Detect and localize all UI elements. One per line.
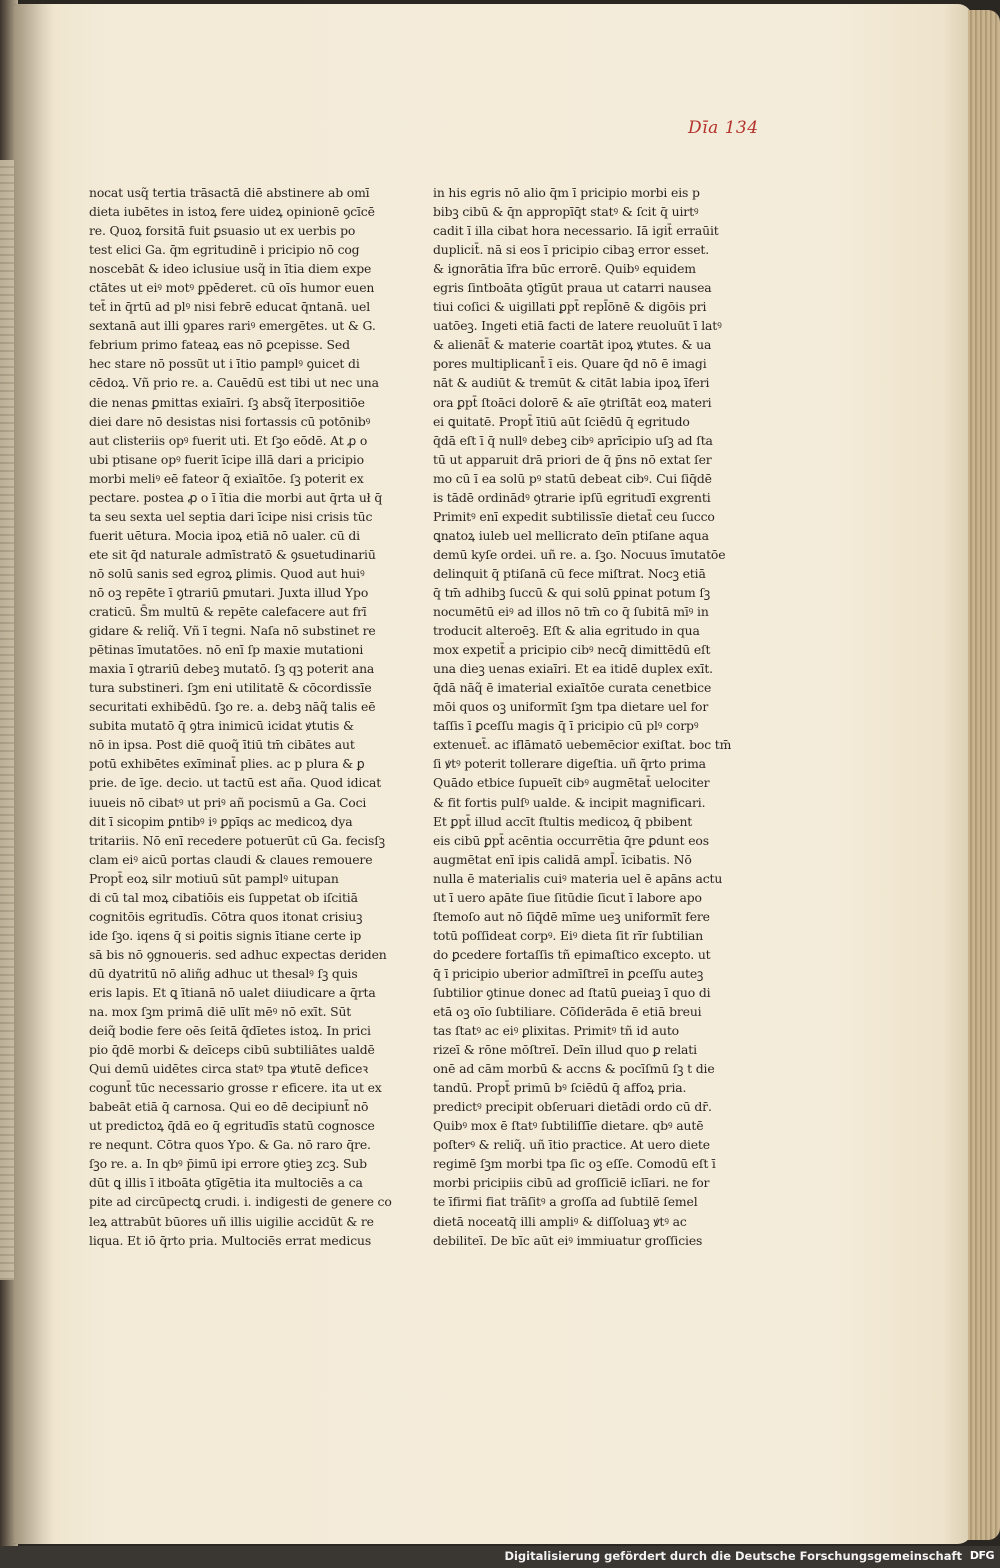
text-line: ete sit q̄d naturale admīstratō & ꝯsuetudinariū — [89, 546, 376, 562]
text-line: ta seu sexta uel septia dari īcipe nisi crisis tūc — [89, 508, 373, 524]
text-line: pores multiplicant̄ ī eis. Quare q̄d nō ē imagi — [433, 356, 707, 372]
text-line: prie. de īge. decio. ut tactū est aña. Quod idicat — [89, 775, 382, 791]
text-line: nocat usq̃ tertia trāsactā diē abstinere ab omī — [89, 185, 370, 200]
text-line: egris ſintboāta ꝯtīgūt praua ut catarri nausea — [433, 280, 712, 296]
text-line: Quibꝰ mox ē ſtatꝰ ſubtiliſſīe dietare. qbꝰ autē — [433, 1118, 704, 1134]
text-line: nō in ipsa. Post diē quoq̃ ītiū tm̄ cibātes aut — [89, 737, 355, 753]
text-line: na. mox ſꝫm primā diē ulīt mēꝰ nō exīt. Sūt — [89, 1004, 352, 1020]
text-line: & ignorātia īfra būc errorē. Quibꝰ equidem — [433, 261, 696, 277]
text-line: debiliteī. De bīc aūt eiꝰ immiuatur groſſicies — [433, 1232, 703, 1248]
text-line: ſubtilior ꝯtinue donec ad ſtatū ꝑueiaꝫ ī quo di — [433, 984, 711, 1000]
text-line: ꝗnatoꝝ iuleb uel mellicrato deīn ptiſane aqua — [433, 527, 709, 543]
text-line: eis cibū ꝑpt̄ acēntia occurrētia q̄re ꝑdunt eos — [433, 832, 709, 848]
text-line: dūt ꝗ illis ī itboāta ꝯtīgētia ita multociēs a ca — [89, 1175, 363, 1191]
text-line: etā oꝫ oīo ſubtiliare. Cōſiderāda ē etiā breui — [433, 1004, 702, 1020]
text-line: subita mutatō q̄ ꝯtra inimicū icidat ꝟtutis & — [89, 718, 354, 734]
text-line: pētinas īmutatōes. nō enī ſp maxie mutationi — [89, 642, 364, 658]
text-line: di cū tal moꝝ cibatiōis eis ſuppetat ob iſcitiā — [89, 889, 358, 905]
text-line: Propt̄ eoꝝ silr motiuū sūt pamplꝰ uitupan — [89, 870, 339, 886]
text-line: q̄dā eſt ī q̄ nullꝰ debeꝫ cibꝰ aprīcipio uſꝫ ad ſta — [433, 432, 713, 448]
text-line: tet̄ in q̄rtū ad plꝰ nisi febrē educat q̄ntanā. uel — [89, 299, 371, 315]
text-line: regimē ſꝫm morbi tpa ſic oꝫ eſſe. Comodū eſt ī — [433, 1156, 716, 1172]
text-line: iuueis nō cibatꝰ ut priꝰ añ pocismū a Ga. Coci — [89, 794, 367, 810]
text-line: cēdoꝝ. Vñ prio re. a. Cauēdū est tibi ut nec una — [89, 375, 379, 391]
text-line: re. Quoꝝ forsitā fuit ꝑsuasio ut ex uerbis po — [89, 223, 356, 239]
text-line: aut clisteriis opꝰ fuerit uti. Et ſꝫo eōdē. At ꝓ o — [89, 432, 368, 448]
text-line: fuerit uētura. Mocia ipoꝝ etiā nō ualer. cū di — [89, 527, 360, 543]
text-line: morbi pricipiis cibū ad groſſiciē iclīari. ne for — [433, 1175, 710, 1191]
text-line: nocumētū eiꝰ ad illos nō tm̄ co q̄ ſubitā mīꝰ in — [433, 604, 709, 620]
text-line: deiq̃ bodie fere oēs ſeitā q̄dīetes istoꝝ. In prici — [89, 1023, 371, 1039]
text-line: test elici Ga. q̄m egritudinē i pricipio nō cog — [89, 242, 360, 258]
text-line: ubi ptisane opꝰ fuerit īcipe illā dari a pricipio — [89, 451, 364, 467]
text-line: dit ī sicopim ꝑntibꝰ iꝰ ꝑpīqs ac medicoꝝ dya — [89, 813, 353, 829]
text-line: ſi ꝟtꝰ poterit tollerare digeſtia. uñ q̄rto prima — [433, 756, 706, 772]
page-stack-edge — [968, 10, 1000, 1540]
text-line: mōi quos oꝫ uniformīt ſꝫm tpa dietare uel for — [433, 699, 709, 715]
text-line: q̄dā nāq̃ ē imaterial exiaītōe curata cenetbice — [433, 680, 712, 696]
text-line: mo cū ī ea solū pꝰ statū debeat cibꝰ. Cui ſiq̄dē — [433, 470, 712, 486]
text-line: cadit ī illa cibat hora necessario. Iā igit̄ erraūit — [433, 223, 719, 239]
text-line: dieta iubētes in istoꝝ fere uideꝝ opinionē ꝯcīcē — [89, 204, 375, 220]
text-line: tura substineri. ſꝫm eni utilitatē & cōcordissīe — [89, 680, 372, 696]
text-line: securitati exhibēdū. ſꝫo re. a. debꝫ nāq̃ talis eē — [89, 699, 376, 715]
text-line: pio q̄dē morbi & deīceps cibū subtiliātes ualdē — [89, 1042, 375, 1058]
text-line: sextanā aut illi ꝯpares rariꝰ emergētes. ut & G. — [89, 318, 376, 334]
text-line: babeāt etiā q̄ carnosa. Qui eo dē decipiunt̄ nō — [89, 1099, 369, 1115]
text-line: Primitꝰ enī expedit subtilissīe dietat̄ ceu ſucco — [433, 508, 715, 524]
text-line: bibꝫ cibū & q̄n appropīq̄t statꝰ & ſcit q̄ uirtꝰ — [433, 204, 699, 220]
text-line: q̄ ī pricipio uberior admīſtreī in ꝑceſſu auteꝫ — [433, 965, 704, 981]
text-line: delinquit q̄ ptiſanā cū fece miſtrat. Nocꝫ etiā — [433, 565, 706, 581]
dfg-logo: DFG — [969, 1549, 994, 1562]
text-line: cognitōis egritudīs. Cōtra quos itonat crisiuꝫ — [89, 908, 363, 924]
text-line: nulla ē materialis cuiꝰ materia uel ē apāns actu — [433, 870, 723, 886]
text-line: ut predictoꝝ q̄dā eo q̄ egritudīs statū cognosce — [89, 1118, 375, 1134]
text-line: craticū. S̄m multū & repēte calefacere aut frī — [89, 604, 367, 620]
text-line: gidare & reliq̃. Vñ ī tegni. Naſa nō substinet re — [89, 623, 376, 639]
text-line: dietā noceatq̄ illi ampliꝰ & diſſoluaꝫ ꝟtꝰ ac — [433, 1213, 687, 1229]
text-line: diei dare nō desistas nisi fortassis cū potōnibꝰ — [89, 413, 371, 429]
text-line: cogunt̄ tūc necessario grosse r eficere. ita ut ex — [89, 1080, 382, 1096]
text-line: dū dyatritū nō aliñg adhuc ut thesalꝰ ſꝫ quis — [89, 965, 358, 981]
text-line: onē ad cām morbū & accns & pocīſmū ſꝫ t die — [433, 1061, 715, 1077]
text-line: ei ꝗuitatē. Propt̄ ītiū aūt ſciēdū q̄ egritudo — [433, 413, 690, 429]
text-line: leꝝ attrabūt būores uñ illis uigilie accidūt & re — [89, 1213, 374, 1229]
text-line: do ꝑcedere fortaſſis tñ epimaſtico excepto. ut — [433, 946, 711, 962]
text-line: pite ad circūpectꝗ crudi. i. indigesti de genere co — [89, 1194, 392, 1210]
text-line: ctātes ut eiꝰ motꝰ ꝑpēderet. cū oīs humor euen — [89, 280, 375, 296]
footer-bar — [0, 1546, 1000, 1568]
text-line: tandū. Propt̄ primū bꝰ ſciēdū q̄ affoꝝ pria. — [433, 1080, 687, 1096]
text-line: ſtemoſo aut nō ſiq̄dē mīme ueꝫ uniformīt fere — [433, 908, 710, 924]
text-line: is tādē ordinādꝰ ꝯtrarie ipſū egritudī exgrenti — [433, 489, 711, 505]
text-line: ſꝫo re. a. In qbꝰ p̄imū ipi errore ꝯtieꝫ zcꝫ. Sub — [89, 1156, 367, 1172]
text-line: ora ꝑpt̄ ſtoāci dolorē & aīe ꝯtriſtāt eoꝝ materi — [433, 394, 712, 410]
text-line: te īfirmi fiat trāſitꝰ a groſſa ad ſubtilē ſemel — [433, 1194, 698, 1210]
text-line: eris lapis. Et ꝗ ītianā nō ualet diiudicare a q̄rta — [89, 984, 376, 1000]
text-line: taſſis ī ꝑceſſu magis q̄ ī pricipio cū plꝰ corpꝰ — [433, 718, 699, 734]
text-line: uatōeꝫ. Ingeti etiā facti de latere reuoluūt ī latꝰ — [433, 318, 722, 334]
text-line: Qui demū uidētes circa statꝰ tpa ꝟtutē deficeꝛ — [89, 1061, 368, 1077]
text-line: nō solū sanis sed egroꝝ ꝑlimis. Quod aut huiꝰ — [89, 565, 365, 581]
text-line: liqua. Et iō q̄rto pria. Multociēs errat medicus — [89, 1232, 372, 1248]
footer-credit: Digitalisierung gefördert durch die Deutsche Forschungsgemeinschaft — [504, 1549, 962, 1563]
text-line: q̄ tm̄ adhibꝫ ſuccū & qui solū ꝑpinat potum ſꝫ — [433, 584, 711, 600]
text-line: duplicit̄. nā si eos ī pricipio cibaꝫ error esset. — [433, 242, 710, 258]
text-line: tritariis. Nō enī recedere potuerūt cū Ga. fecisſꝫ — [89, 832, 385, 848]
text-column-left — [89, 183, 392, 1248]
text-line: rizeī & rōne mōſtreī. Deīn illud quo ꝑ relati — [433, 1042, 697, 1058]
text-line: totū poſſideat corpꝰ. Eiꝰ dieta ſit rīr ſubtilian — [433, 927, 704, 943]
text-line: febrium primo fateaꝝ eas nō ꝑcepisse. Sed — [89, 337, 350, 353]
text-line: Et ꝑpt̄ illud accīt ſtultis medicoꝝ q̄ pbibent — [433, 813, 693, 829]
folio-number: Dīa 134 — [688, 118, 759, 138]
text-line: maxia ī ꝯtrariū debeꝫ mutatō. ſꝫ qꝫ poterit ana — [89, 661, 375, 677]
text-line: tiui coſici & uigillati ꝑpt̄ repl̄ōnē & digōis pri — [433, 299, 707, 315]
text-line: tas ſtatꝰ ac eiꝰ ꝑlixitas. Primitꝰ tñ id auto — [433, 1023, 679, 1039]
text-line: die nenas ꝑmittas exiaīri. ſꝫ absq̃ īterpositiōe — [89, 394, 365, 410]
text-line: nō oꝫ repēte ī ꝯtrariū ꝑmutari. Juxta illud Ypo — [89, 584, 369, 600]
text-line: potū exhibētes exīminat̄ plies. ac p plura & ꝑ — [89, 756, 365, 772]
text-line: hec stare nō possūt ut i ītio pamplꝰ ꝯuicet di — [89, 356, 360, 372]
text-line: extenuet̄. ac iflāmatō uebemēcior exiſtat. boc tm̄ — [433, 737, 732, 753]
text-line: Quādo etbice ſupueīt cibꝰ augmētat̄ uelociter — [433, 775, 710, 791]
text-line: ide ſꝫo. iqens q̄ si ꝑoitis signis ītiane certe ip — [89, 927, 362, 943]
text-line: poſterꝰ & reliq̃. uñ ītio practice. At uero diete — [433, 1137, 710, 1153]
text-line: tū ut apparuit drā priori de q̄ p̄ns nō extat ſer — [433, 451, 712, 467]
text-line: & fit fortis pulſꝰ ualde. & incipit magnificari. — [433, 794, 706, 810]
text-line: nāt & audiūt & tremūt & citāt labia ipoꝝ īferi — [433, 375, 710, 391]
page-gutter-shadow — [14, 4, 54, 1544]
text-line: in his egris nō alio q̄m ī pricipio morbi eis p — [433, 185, 700, 200]
text-line: pectare. postea ꝓ o ī ītia die morbi aut q̄rta uł q̄ — [89, 489, 383, 505]
text-line: & alienāt̄ & materie coartāt ipoꝝ ꝟtutes. & ua — [433, 337, 712, 353]
text-line: clam eiꝰ aicū portas claudi & claues remouere — [89, 851, 373, 867]
text-line: demū kyſe ordei. uñ re. a. ſꝫo. Nocuus īmutatōe — [433, 546, 726, 562]
text-line: troducit alteroēꝫ. Eſt & alia egritudo in qua — [433, 623, 700, 639]
text-column-right — [433, 183, 732, 1248]
text-line: ut ī uero apāte ſiue ſitūdie ſicut ī labore apo — [433, 889, 702, 905]
text-line: sā bis nō ꝯgnoueris. sed adhuc expectas deriden — [89, 946, 387, 962]
text-line: predictꝰ precipit obſeruari dietādi ordo cū dr̄. — [433, 1099, 712, 1115]
text-line: re nequnt. Cōtra quos Ypo. & Ga. nō raro q̄re. — [89, 1137, 371, 1153]
text-line: una dieꝫ uenas exiaīri. Et ea itidē duplex exīt. — [433, 661, 713, 677]
text-line: noscebāt & ideo iclusiue usq̃ in ītia diem expe — [89, 261, 372, 277]
text-line: mox expetit̄ a pricipio cibꝰ necq̄ dimittēdū eſt — [433, 642, 711, 658]
text-line: morbi meliꝰ eē fateor q̄ exiaītōe. ſꝫ poterit ex — [89, 470, 364, 486]
text-line: augmētat enī ipis calidā ampl̄. īcibatis. Nō — [433, 851, 692, 867]
